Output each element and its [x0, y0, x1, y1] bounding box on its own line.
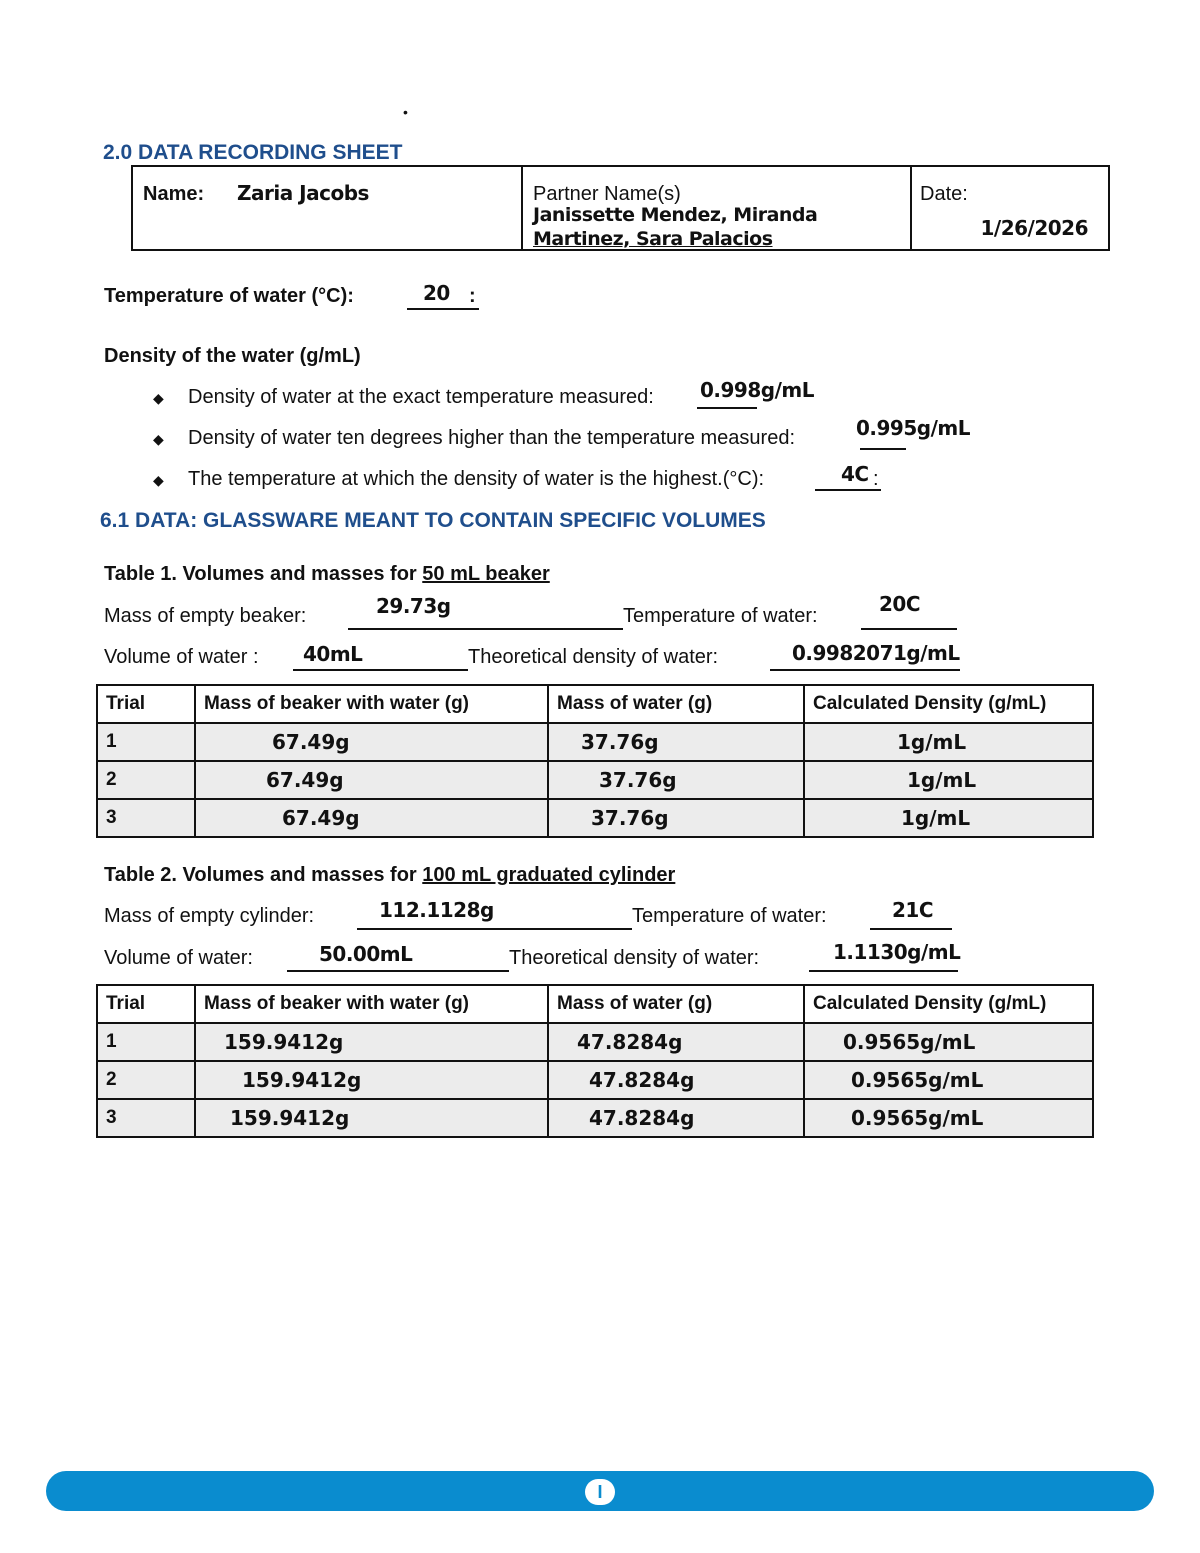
density-bullet-3-text: The temperature at which the density of water is the highest.(°C): — [188, 468, 765, 490]
table-row — [97, 1099, 1093, 1137]
table2-density-cell[interactable]: 0.9565g/mL — [804, 1099, 1093, 1137]
table2-theor-label: Theoretical density of water: — [509, 947, 760, 969]
table2-volume-label: Volume of water: — [104, 947, 253, 969]
density-bullet-3-blank[interactable] — [815, 462, 881, 491]
table2-mass-empty-blank[interactable] — [357, 898, 632, 930]
table1-caption-prefix: Table 1. Volumes and masses for — [104, 563, 423, 585]
table1-temp-value: 20C — [879, 592, 921, 616]
table1-mass-beaker-cell[interactable]: 67.49g — [195, 723, 548, 761]
table1 — [96, 684, 1094, 838]
table-row — [97, 723, 1093, 761]
table2-trial-cell: 1 — [97, 1023, 195, 1061]
page-number: I — [585, 1479, 615, 1505]
bullet-icon: ◆ — [153, 472, 164, 488]
table2-header-row — [97, 985, 1093, 1023]
table1-mass-empty-label: Mass of empty beaker: — [104, 605, 307, 627]
density-title: Density of the water (g/mL) — [104, 345, 361, 367]
table2-trial-cell: 2 — [97, 1061, 195, 1099]
table2-mass-beaker-cell[interactable]: 159.9412g — [195, 1061, 548, 1099]
table2-mass-beaker-cell[interactable]: 159.9412g — [195, 1023, 548, 1061]
table1-volume-blank[interactable] — [293, 642, 468, 671]
table2-mass-beaker-cell[interactable]: 159.9412g — [195, 1099, 548, 1137]
table1-mass-water-cell[interactable]: 37.76g — [548, 723, 804, 761]
table1-theor-blank[interactable] — [770, 641, 960, 671]
top-mark: • — [403, 104, 408, 120]
table1-density-cell[interactable]: 1g/mL — [804, 723, 1093, 761]
temperature-suffix: : — [469, 285, 476, 307]
table2-col-header: Mass of water (g) — [548, 985, 804, 1023]
table1-col-header: Trial — [97, 685, 195, 723]
table1-trial-cell: 3 — [97, 799, 195, 837]
table1-mass-empty-blank[interactable] — [348, 594, 623, 630]
table2-temp-blank[interactable] — [870, 898, 952, 930]
table1-mass-water-cell[interactable]: 37.76g — [548, 761, 804, 799]
table-row — [97, 1061, 1093, 1099]
table1-header-row — [97, 685, 1093, 723]
name-label: Name: — [143, 183, 205, 205]
table1-volume-value: 40mL — [303, 642, 363, 666]
density-bullet-2-text: Density of water ten degrees higher than the temperature measured: — [188, 427, 796, 449]
bullet-icon: ◆ — [153, 431, 164, 447]
table2-mass-water-cell[interactable]: 47.8284g — [548, 1023, 804, 1061]
table2-caption-underlined: 100 mL graduated cylinder — [422, 864, 676, 886]
table1-trial-cell: 1 — [97, 723, 195, 761]
density-bullet-1-text: Density of water at the exact temperature measured: — [188, 386, 654, 408]
table1-col-header: Mass of beaker with water (g) — [195, 685, 548, 723]
table1-temp-label: Temperature of water: — [623, 605, 818, 627]
temperature-value: 20 — [423, 281, 450, 305]
table1-mass-water-cell[interactable]: 37.76g — [548, 799, 804, 837]
date-label: Date: — [920, 183, 968, 205]
header-table — [131, 165, 1110, 251]
table2-theor-blank[interactable] — [809, 940, 961, 972]
partner-cell — [523, 167, 912, 249]
table-row — [97, 799, 1093, 837]
table2-mass-empty-label: Mass of empty cylinder: — [104, 905, 315, 927]
table2-mass-water-cell[interactable]: 47.8284g — [548, 1099, 804, 1137]
table2-density-cell[interactable]: 0.9565g/mL — [804, 1023, 1093, 1061]
partner-line-2[interactable]: Martinez, Sara Palacios — [533, 228, 773, 250]
table2-col-header: Calculated Density (g/mL) — [804, 985, 1093, 1023]
date-value[interactable]: 1/26/2026 — [980, 216, 1088, 240]
table-row — [97, 1023, 1093, 1061]
partner-line-1[interactable]: Janissette Mendez, Miranda — [533, 204, 818, 226]
table2-density-cell[interactable]: 0.9565g/mL — [804, 1061, 1093, 1099]
density-bullet-2-value: 0.995g/mL — [856, 416, 970, 440]
table1-col-header: Calculated Density (g/mL) — [804, 685, 1093, 723]
table2-temp-value: 21C — [892, 898, 934, 922]
table1-theor-value: 0.9982071g/mL — [792, 641, 960, 665]
table2-caption-prefix: Table 2. Volumes and masses for — [104, 864, 423, 886]
table1-density-cell[interactable]: 1g/mL — [804, 761, 1093, 799]
table1-volume-label: Volume of water : — [104, 646, 259, 668]
temperature-blank[interactable] — [407, 281, 479, 310]
table1-mass-beaker-cell[interactable]: 67.49g — [195, 799, 548, 837]
table1-theor-label: Theoretical density of water: — [468, 646, 719, 668]
table2-volume-value: 50.00mL — [319, 942, 413, 966]
table1-trial-cell: 2 — [97, 761, 195, 799]
table1-mass-beaker-cell[interactable]: 67.49g — [195, 761, 548, 799]
density-bullet-1-value: 0.998g/mL — [700, 378, 814, 402]
table2 — [96, 984, 1094, 1138]
partner-label: Partner Name(s) — [533, 183, 681, 205]
table1-caption-underlined: 50 mL beaker — [422, 563, 550, 585]
density-bullet-3-suffix: : — [873, 468, 879, 490]
name-cell — [133, 167, 523, 249]
table1-temp-blank[interactable] — [861, 592, 957, 630]
section-title: 2.0 DATA RECORDING SHEET — [103, 141, 403, 164]
table2-col-header: Mass of beaker with water (g) — [195, 985, 548, 1023]
table2-volume-blank[interactable] — [287, 942, 509, 972]
table1-density-cell[interactable]: 1g/mL — [804, 799, 1093, 837]
temperature-label: Temperature of water (°C): — [104, 285, 354, 307]
date-cell — [912, 167, 1108, 249]
table2-mass-water-cell[interactable]: 47.8284g — [548, 1061, 804, 1099]
bullet-icon: ◆ — [153, 390, 164, 406]
density-bullet-3-value: 4C — [841, 462, 869, 486]
table2-caption — [104, 864, 675, 887]
table1-caption — [104, 563, 550, 586]
table2-theor-value: 1.1130g/mL — [833, 940, 961, 964]
table1-col-header: Mass of water (g) — [548, 685, 804, 723]
table-row — [97, 761, 1093, 799]
section-61-title: 6.1 DATA: GLASSWARE MEANT TO CONTAIN SPECIFIC VOLUMES — [100, 509, 766, 532]
table2-col-header: Trial — [97, 985, 195, 1023]
table2-mass-empty-value: 112.1128g — [379, 898, 494, 922]
table2-temp-label: Temperature of water: — [632, 905, 827, 927]
table1-mass-empty-value: 29.73g — [376, 594, 451, 618]
name-value[interactable]: Zaria Jacobs — [237, 181, 369, 205]
table2-trial-cell: 3 — [97, 1099, 195, 1137]
